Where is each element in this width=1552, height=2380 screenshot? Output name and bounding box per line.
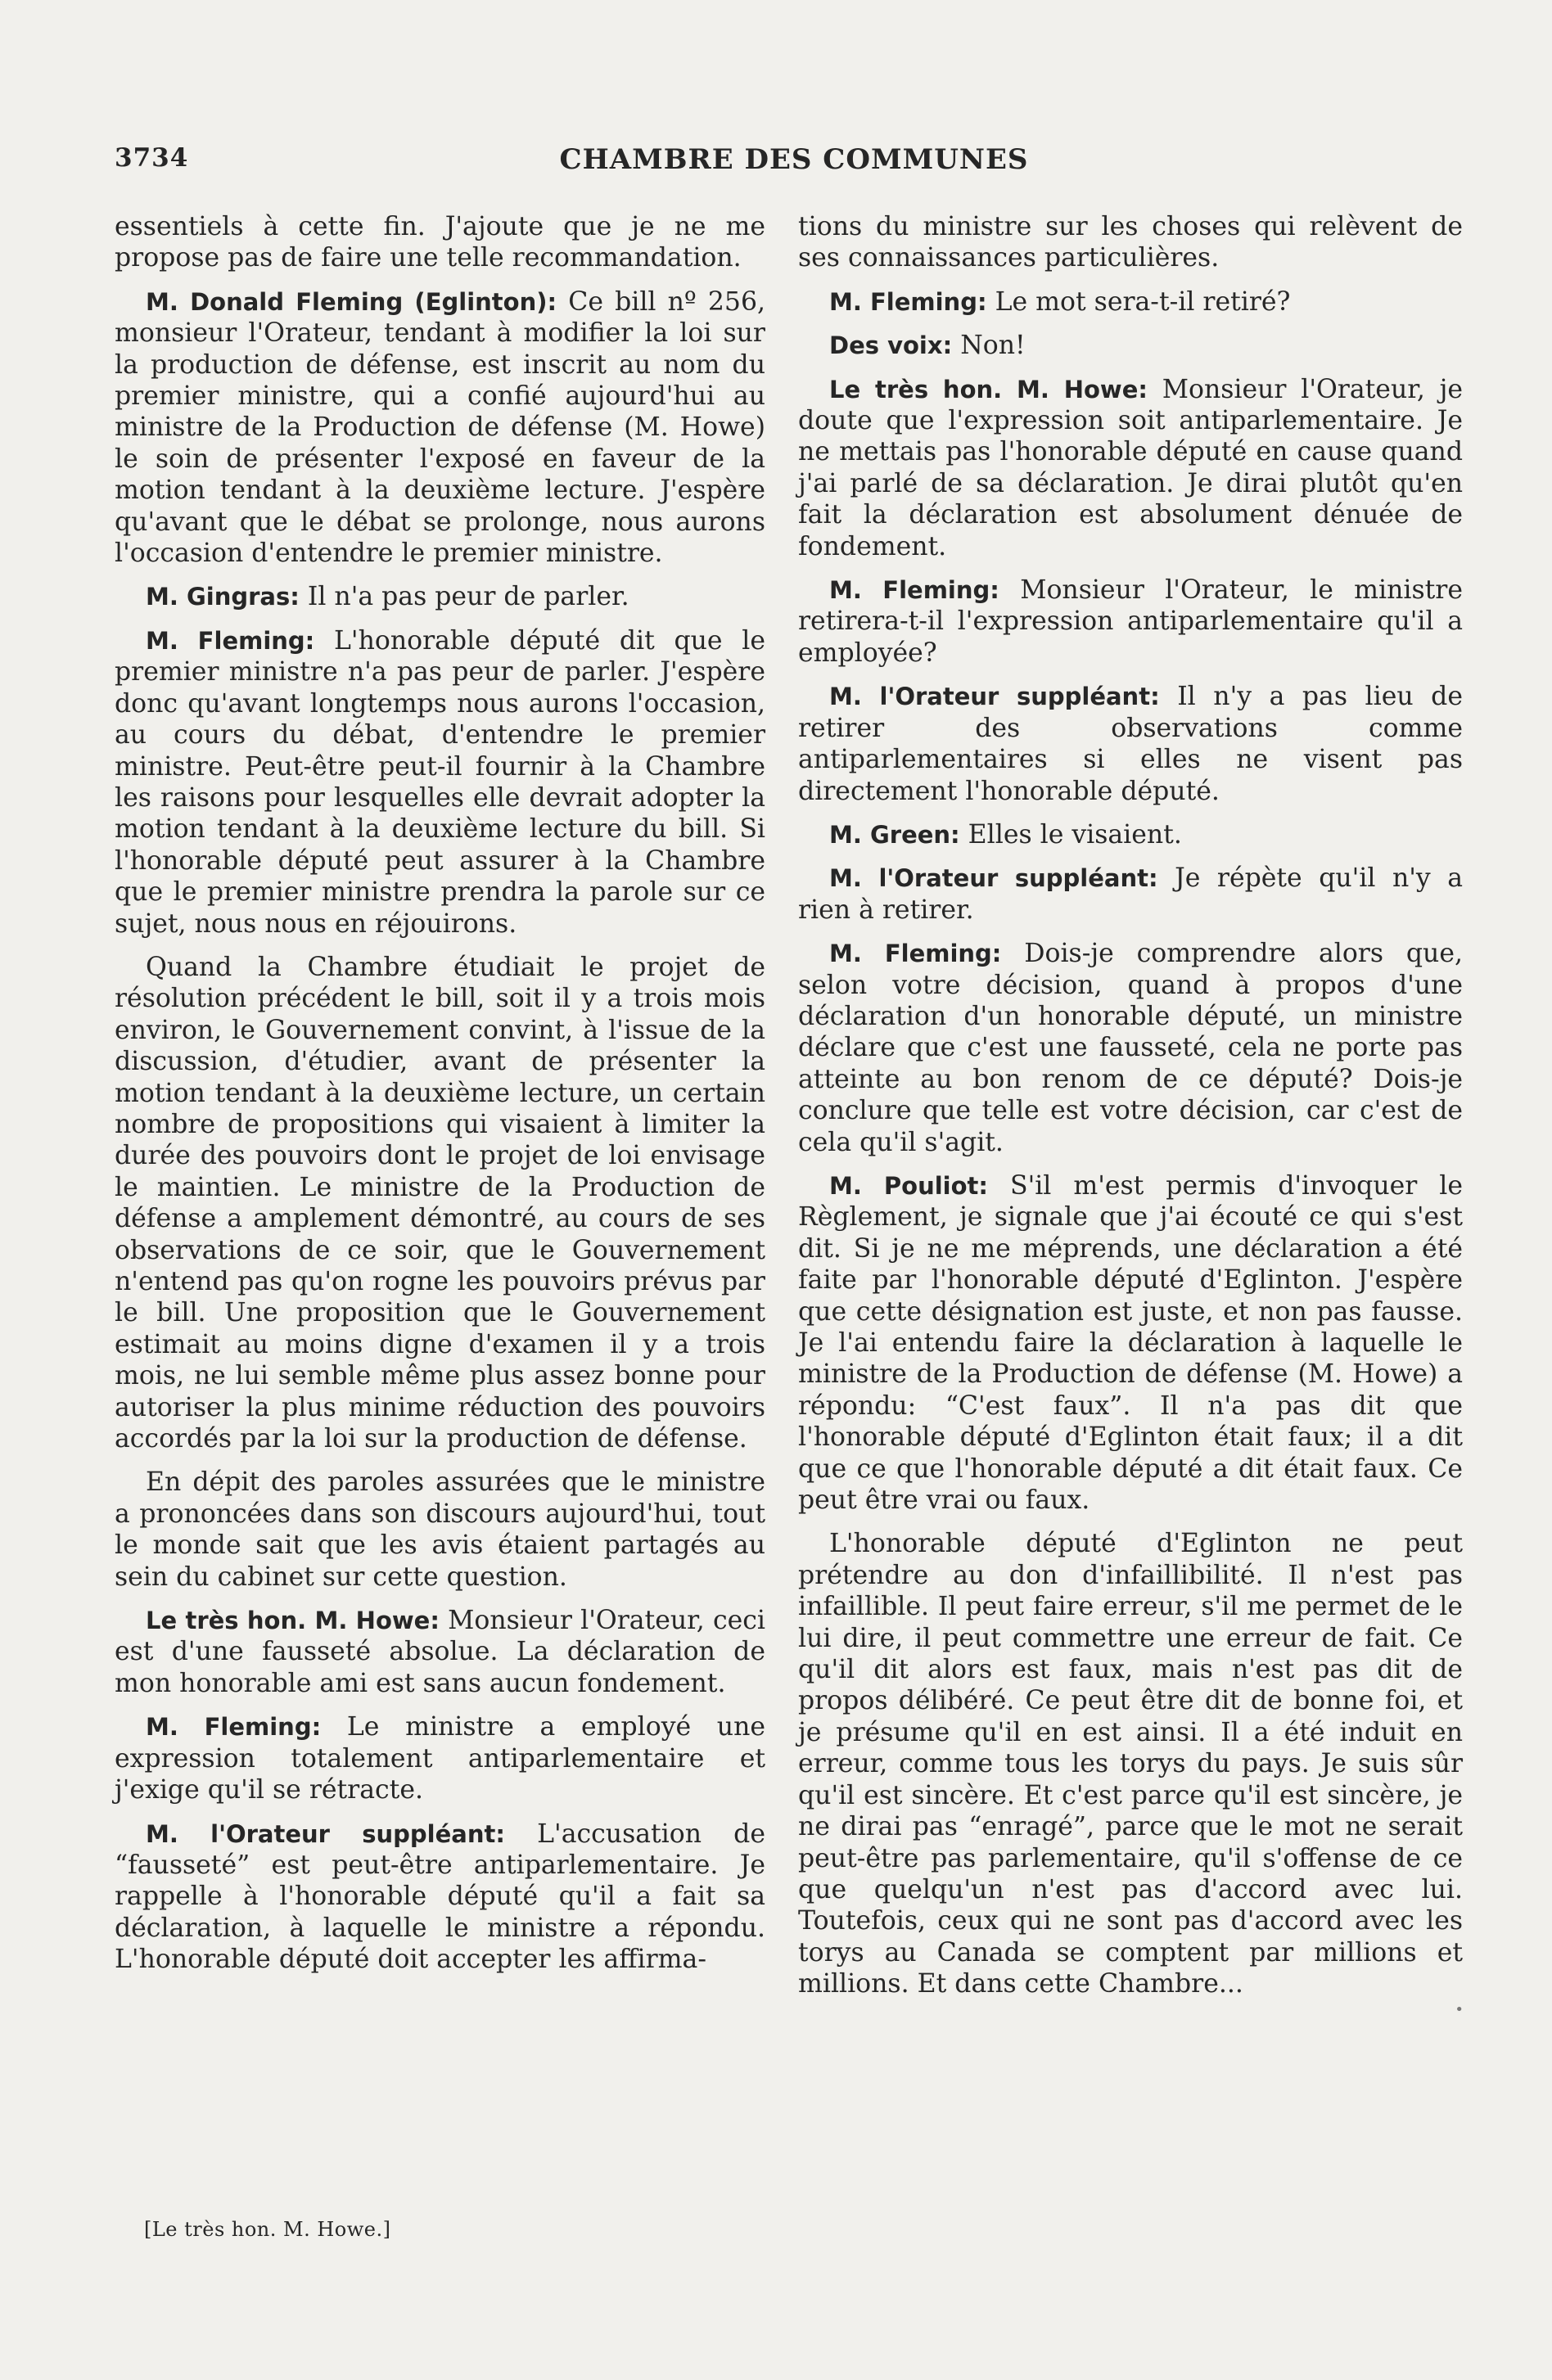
paragraph xyxy=(798,1528,1463,1999)
speaker-name: M. l'Orateur suppléant: xyxy=(829,864,1158,893)
paragraph xyxy=(115,1467,765,1593)
paragraph-text: Il n'a pas peur de parler. xyxy=(307,582,629,612)
paragraph-text: Le ministre a employé une expression totalement antiparlementaire et j'exige qu'il se rétracte. xyxy=(115,1712,766,1805)
speaker-name: M. Gingras: xyxy=(146,583,300,611)
right-column xyxy=(798,211,1463,2013)
paragraph-text: essentiels à cette fin. J'ajoute que je ne me propose pas de faire une telle recommandation. xyxy=(115,212,765,273)
running-head: CHAMBRE DES COMMUNES xyxy=(559,143,1029,176)
paragraph-text: Il n'y a pas lieu de retirer des observations comme antiparlementaires si elles ne visent pas directement l'honorable député. xyxy=(798,682,1463,806)
paragraph-text: tions du ministre sur les choses qui relèvent de ses connaissances particulières. xyxy=(798,212,1463,273)
paragraph-text: Monsieur l'Orateur, ceci est d'une fausseté absolue. La déclaration de mon honorable ami est sans aucun fondement. xyxy=(115,1606,765,1698)
paragraph-text: Elles le visaient. xyxy=(968,819,1182,850)
paragraph-text: En dépit des paroles assurées que le ministre a prononcées dans son discours aujourd'hui, tout le monde sait que les avis étaient partagés au sein du cabinet sur cette question. xyxy=(115,1467,765,1592)
paragraph-text: Quand la Chambre étudiait le projet de résolution précédent le bill, soit il y a trois mois environ, le Gouvernement convint, à l'issue de la discussion, d'étudier, avant de présenter la motion tendant à la deuxième lecture, un certain nombre de propositions qui visaient à limiter la durée des pouvoirs dont le projet de loi envisage le maintien. Le ministre de la Production de défense a amplement démontré, au cours de ses observations de ce soir, que le Gouvernement n'entend pas qu'on rogne les pouvoirs prévus par le bill. Une proposition que le Gouvernement estimait au moins digne d'examen il y a trois mois, ne lui semble même plus assez bonne pour autoriser la plus minime réduction des pouvoirs accordés par la loi sur la production de défense. xyxy=(115,952,765,1454)
speaker-name: M. Pouliot: xyxy=(829,1171,989,1200)
speaker-name: M. Donald Fleming (Eglinton): xyxy=(146,287,557,316)
speaker-name: M. Fleming: xyxy=(829,940,1002,968)
speaker-name: M. l'Orateur suppléant: xyxy=(146,1819,505,1848)
paragraph xyxy=(798,575,1463,669)
speaker-name: M. Fleming: xyxy=(829,287,987,316)
paragraph xyxy=(115,1711,765,1805)
paragraph-text: Monsieur l'Orateur, je doute que l'expression soit antiparlementaire. Je ne mettais pas l'honorable député en cause quand j'ai parlé de sa déclaration. Je dirai plutôt qu'en fait la déclaration est absolument dénuée de fondement. xyxy=(798,374,1464,561)
left-column xyxy=(115,211,765,1988)
speaker-name: M. Green: xyxy=(829,820,960,849)
paragraph xyxy=(798,374,1463,562)
paragraph xyxy=(115,952,765,1455)
paragraph xyxy=(115,581,765,612)
paragraph xyxy=(798,1170,1463,1516)
speaker-name: M. Fleming: xyxy=(146,626,315,655)
paragraph xyxy=(115,286,765,570)
scan-mark: • xyxy=(1455,2001,1464,2018)
paragraph-text: Dois-je comprendre alors que, selon votre décision, quand à propos d'une déclaration d'un honorable député, un ministre déclare que c'est une fausseté, cela ne porte pas atteinte au bon renom de ce député? Dois-je conclure que telle est votre décision, car c'est de cela qu'il s'agit. xyxy=(798,939,1463,1157)
speaker-name: M. Fleming: xyxy=(146,1713,322,1742)
paragraph-text: L'honorable député d'Eglinton ne peut prétendre au don d'infaillibilité. Il n'est pas infaillible. Il peut faire erreur, s'il me permet de le lui dire, il peut commettre une erreur de fait. Ce qu'il dit alors est faux, mais n'est pas dit de propos délibéré. Ce peut être dit de bonne foi, et je présume qu'il en est ainsi. Il a été induit en erreur, comme tous les torys du pays. Je suis sûr qu'il est sincère. Et c'est parce qu'il est sincère, je ne dirai pas “enragé”, parce que le mot ne serait peut-être pas parlementaire, qu'il s'offense de ce que quelqu'un n'est pas d'accord avec lui. Toutefois, ceux qui ne sont pas d'accord avec les torys au Canada se comptent par millions et millions. Et dans cette Chambre... xyxy=(798,1529,1463,1999)
paragraph-text: L'accusation de “fausseté” est peut-être antiparlementaire. Je rappelle à l'honorable député qu'il a fait sa déclaration, à laquelle le ministre a répondu. L'honorable député doit accepter les affirma- xyxy=(115,1819,765,1975)
paragraph-text: Ce bill nº 256, monsieur l'Orateur, tendant à modifier la loi sur la production de défense, est inscrit au nom du premier ministre, qui a confié aujourd'hui au ministre de la Production de défense (M. Howe) le soin de présenter l'exposé en faveur de la motion tendant à la deuxième lecture. J'espère qu'avant que le débat se prolonge, nous aurons l'occasion d'entendre le premier ministre. xyxy=(115,286,766,569)
paragraph xyxy=(798,863,1463,926)
paragraph xyxy=(798,330,1463,361)
paragraph xyxy=(115,1819,765,1976)
paragraph-text: Monsieur l'Orateur, le ministre retirera-t-il l'expression antiparlementaire qu'il a employée? xyxy=(798,575,1463,668)
paragraph xyxy=(798,211,1463,274)
paragraph xyxy=(798,938,1463,1158)
paragraph xyxy=(798,681,1463,807)
speaker-name: Des voix: xyxy=(829,331,953,360)
page-number: 3734 xyxy=(115,143,189,173)
paragraph xyxy=(798,286,1463,318)
speaker-name: Le très hon. M. Howe: xyxy=(829,375,1148,403)
paragraph xyxy=(115,625,765,940)
paragraph-text: L'honorable député dit que le premier ministre n'a pas peur de parler. J'espère donc qu'avant longtemps nous aurons l'occasion, au cours du débat, d'entendre le premier ministre. Peut-être peut-il fournir à la Chambre les raisons pour lesquelles elle devrait adopter la motion tendant à la deuxième lecture du bill. Si l'honorable député peut assurer à la Chambre que le premier ministre prendra la parole sur ce sujet, nous nous en réjouirons. xyxy=(115,625,765,939)
paragraph xyxy=(798,819,1463,850)
paragraph xyxy=(115,211,765,274)
paragraph-text: Je répète qu'il n'y a rien à retirer. xyxy=(798,863,1463,925)
paragraph-text: S'il m'est permis d'invoquer le Règlement, je signale que j'ai écouté ce qui s'est dit. Si je ne me méprends, une déclaration a été faite par l'honorable député d'Eglinton. J'espère que cette désignation est juste, et non pas fausse. Je l'ai entendu faire la déclaration à laquelle le ministre de la Production de défense (M. Howe) a répondu: “C'est faux”. Il n'a pas dit que l'honorable député d'Eglinton était faux; il a dit que ce que l'honorable député a dit était faux. Ce peut être vrai ou faux. xyxy=(798,1170,1463,1516)
speaker-name: M. Fleming: xyxy=(829,576,999,605)
paragraph-text: Le mot sera-t-il retiré? xyxy=(995,286,1291,317)
footer-note: [Le très hon. M. Howe.] xyxy=(144,2218,391,2241)
speaker-name: Le très hon. M. Howe: xyxy=(146,1607,440,1635)
speaker-name: M. l'Orateur suppléant: xyxy=(829,683,1160,711)
paragraph-text: Non! xyxy=(960,331,1026,361)
paragraph xyxy=(115,1605,765,1699)
page-header xyxy=(115,143,1473,184)
